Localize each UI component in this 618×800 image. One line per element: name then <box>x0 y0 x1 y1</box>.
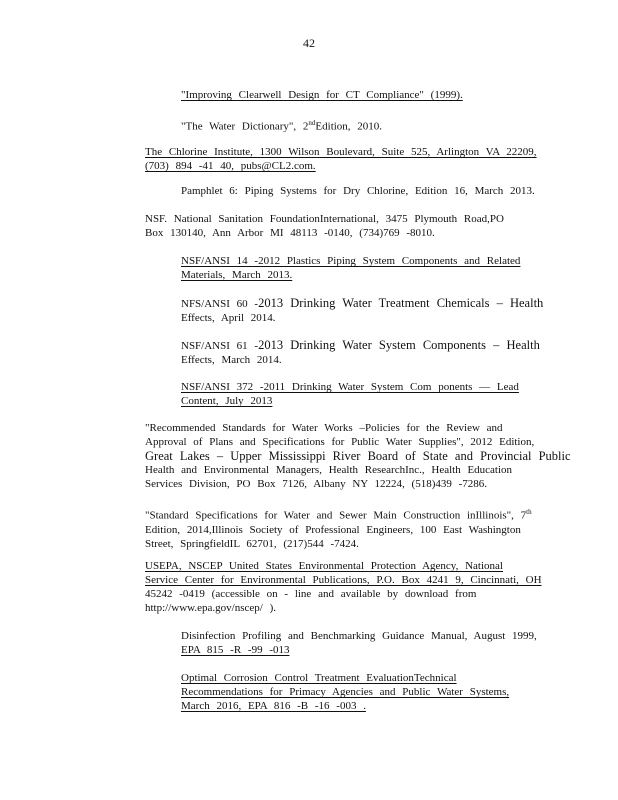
reference-line: NSF/ANSI 372 -2011 Drinking Water System Com ponents — Lead <box>181 381 519 393</box>
reference-line: Edition, 2014,Illinois Society of Professional Engineers, 100 East Washington <box>145 523 521 536</box>
reference-line: Approval of Plans and Specifications for Public Water Supplies", 2012 Edition, <box>145 436 535 448</box>
superscript: nd <box>308 119 316 127</box>
reference-text: Edition, 2010. <box>315 120 383 133</box>
reference-line: Box 130140, Ann Arbor MI 48113 -0140, (734)769 -8010. <box>145 227 435 239</box>
reference-text: "Standard Specifications for Water and Sewer Main Construction inIllinois", 7 <box>145 509 527 522</box>
reference-disinfection-profiling <box>181 629 537 657</box>
reference-water-dictionary <box>181 116 382 134</box>
reference-line: EPA 815 -R -99 -013 <box>181 644 290 656</box>
reference-nsf-ansi-61 <box>181 338 540 367</box>
reference-nsf <box>145 212 504 240</box>
reference-line: http://www.epa.gov/nscep/ ). <box>145 602 276 614</box>
reference-line <box>145 505 532 523</box>
reference-usepa <box>145 559 542 615</box>
reference-line: Recommendations for Primacy Agencies and Public Water Systems, <box>181 686 510 698</box>
reference-nsf-ansi-60 <box>181 296 543 325</box>
reference-line: Street, SpringfieldIL 62701, (217)544 -7424. <box>145 537 359 550</box>
reference-line: Pamphlet 6: Piping Systems for Dry Chlorine, Edition 16, March 2013. <box>181 185 535 197</box>
reference-line: NSF. National Sanitation FoundationInternational, 3475 Plymouth Road,PO <box>145 213 504 225</box>
reference-sewer-standards <box>145 505 532 551</box>
reference-text: NFS/ANSI 60 - <box>181 298 259 310</box>
reference-text: 2013 Drinking Water Treatment Chemicals – Health <box>258 296 544 310</box>
reference-line: "Improving Clearwell Design for CT Compliance" (1999). <box>181 89 463 101</box>
reference-recommended-standards <box>145 421 571 491</box>
reference-text: "The Water Dictionary", 2 <box>181 120 309 133</box>
reference-text: 2013 Drinking Water System Components – Health <box>258 338 540 352</box>
reference-text: NSF/ANSI 61 - <box>181 340 259 352</box>
reference-line: March 2016, EPA 816 -B -16 -003 . <box>181 700 366 712</box>
reference-line: Materials, March 2013. <box>181 269 293 281</box>
reference-line: Services Division, PO Box 7126, Albany NY 12224, (518)439 -7286. <box>145 478 488 490</box>
reference-line: Optimal Corrosion Control Treatment EvaluationTechnical <box>181 672 457 684</box>
reference-clearwell <box>181 88 463 102</box>
reference-line: Service Center for Environmental Publications, P.O. Box 4241 9, Cincinnati, OH <box>145 574 542 586</box>
reference-line: USEPA, NSCEP United States Environmental Protection Agency, National <box>145 560 503 572</box>
reference-line: Effects, March 2014. <box>181 354 282 366</box>
reference-nsf-ansi-372 <box>181 380 519 408</box>
reference-pamphlet-6 <box>181 184 535 198</box>
reference-line: The Chlorine Institute, 1300 Wilson Boulevard, Suite 525, Arlington VA 22209, <box>145 146 537 158</box>
reference-corrosion-control <box>181 671 509 713</box>
reference-line: Health and Environmental Managers, Health ResearchInc., Health Education <box>145 464 513 476</box>
reference-line: Great Lakes – Upper Mississippi River Board of State and Provincial Public <box>145 449 571 463</box>
reference-line: Content, July 2013 <box>181 395 273 407</box>
reference-line: Effects, April 2014. <box>181 312 276 324</box>
reference-line: Disinfection Profiling and Benchmarking Guidance Manual, August 1999, <box>181 630 537 642</box>
page-number: 42 <box>303 36 315 50</box>
superscript: th <box>526 508 532 516</box>
reference-line <box>181 296 543 311</box>
reference-chlorine-institute <box>145 145 537 173</box>
reference-line: 45242 -0419 (accessible on - line and available by download from <box>145 588 477 600</box>
reference-nsf-ansi-14 <box>181 254 520 282</box>
reference-line: "Recommended Standards for Water Works –Policies for the Review and <box>145 422 503 434</box>
reference-line <box>181 338 540 353</box>
reference-line: NSF/ANSI 14 -2012 Plastics Piping System Components and Related <box>181 255 521 267</box>
reference-line: (703) 894 -41 40, pubs@CL2.com. <box>145 160 316 172</box>
